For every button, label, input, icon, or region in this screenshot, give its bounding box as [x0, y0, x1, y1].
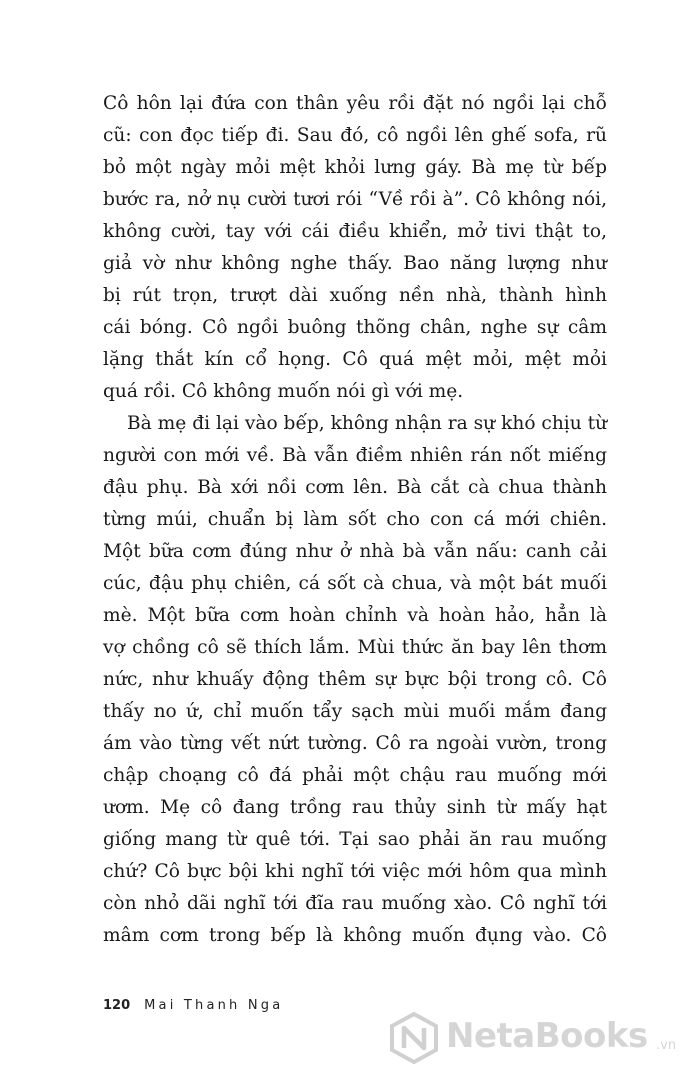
- text-line: mè. Một bữa cơm hoàn chỉnh và hoàn hảo, hẳn là: [103, 605, 607, 626]
- text-line: không cười, tay với cái điều khiển, mở tivi thật to,: [103, 221, 607, 242]
- text-line: nức, như khuấy động thêm sự bực bội trong cô. Cô: [103, 669, 607, 690]
- text-line: giống mang từ quê tới. Tại sao phải ăn rau muống: [103, 829, 607, 850]
- text-line: ươm. Mẹ cô đang trồng rau thủy sinh từ mấy hạt: [103, 797, 607, 818]
- text-line: Bà mẹ đi lại vào bếp, không nhận ra sự khó chịu từ: [127, 413, 608, 434]
- text-line: cũ: con đọc tiếp đi. Sau đó, cô ngồi lên ghế sofa, rũ: [103, 125, 607, 146]
- text-line: bị rút trọn, trượt dài xuống nền nhà, thành hình: [103, 285, 607, 306]
- text-line: quá rồi. Cô không muốn nói gì với mẹ.: [103, 381, 464, 402]
- watermark-suffix: .vn: [656, 1038, 677, 1053]
- text-line: Một bữa cơm đúng như ở nhà bà vẫn nấu: canh cải: [103, 541, 607, 562]
- text-line: bước ra, nở nụ cười tươi rói “Về rồi à”. Cô không nói,: [103, 189, 607, 210]
- text-line: chứ? Cô bực bội khi nghĩ tới việc mới hôm qua mình: [103, 861, 607, 882]
- text-line: lặng thắt kín cổ họng. Cô quá mệt mỏi, mệt mỏi: [103, 349, 607, 370]
- text-line: người con mới về. Bà vẫn điềm nhiên rán nốt miếng: [103, 445, 607, 466]
- text-line: thấy no ứ, chỉ muốn tẩy sạch mùi muối mắm đang: [103, 701, 607, 722]
- netabooks-logo-icon: [388, 1012, 440, 1064]
- author-name: Mai Thanh Nga: [144, 998, 284, 1013]
- text-line: còn nhỏ dãi nghĩ tới đĩa rau muống xào. Cô nghĩ tới: [103, 893, 607, 914]
- text-line: đậu phụ. Bà xới nồi cơm lên. Bà cắt cà chua thành: [103, 477, 607, 498]
- text-line: chập choạng cô đá phải một chậu rau muống mới: [103, 765, 607, 786]
- text-line: từng múi, chuẩn bị làm sốt cho con cá mới chiên.: [103, 509, 607, 530]
- text-line: giả vờ như không nghe thấy. Bao năng lượng như: [103, 253, 607, 274]
- text-line: cái bóng. Cô ngồi buông thõng chân, nghe sự câm: [103, 317, 607, 338]
- text-line: ám vào từng vết nứt tường. Cô ra ngoài vườn, trong: [103, 733, 607, 754]
- watermark-brand: NetaBooks: [446, 1016, 648, 1056]
- text-line: cúc, đậu phụ chiên, cá sốt cà chua, và một bát muối: [103, 573, 607, 594]
- text-line: vợ chồng cô sẽ thích lắm. Mùi thức ăn bay lên thơm: [103, 637, 607, 658]
- page-footer: [103, 998, 283, 1013]
- text-line: bỏ một ngày mỏi mệt khỏi lưng gáy. Bà mẹ từ bếp: [103, 157, 607, 178]
- text-line: mâm cơm trong bếp là không muốn đụng vào. Cô: [103, 925, 607, 946]
- text-line: Cô hôn lại đứa con thân yêu rồi đặt nó ngồi lại chỗ: [103, 93, 607, 114]
- page-number: 120: [103, 998, 131, 1013]
- watermark: [388, 1010, 688, 1066]
